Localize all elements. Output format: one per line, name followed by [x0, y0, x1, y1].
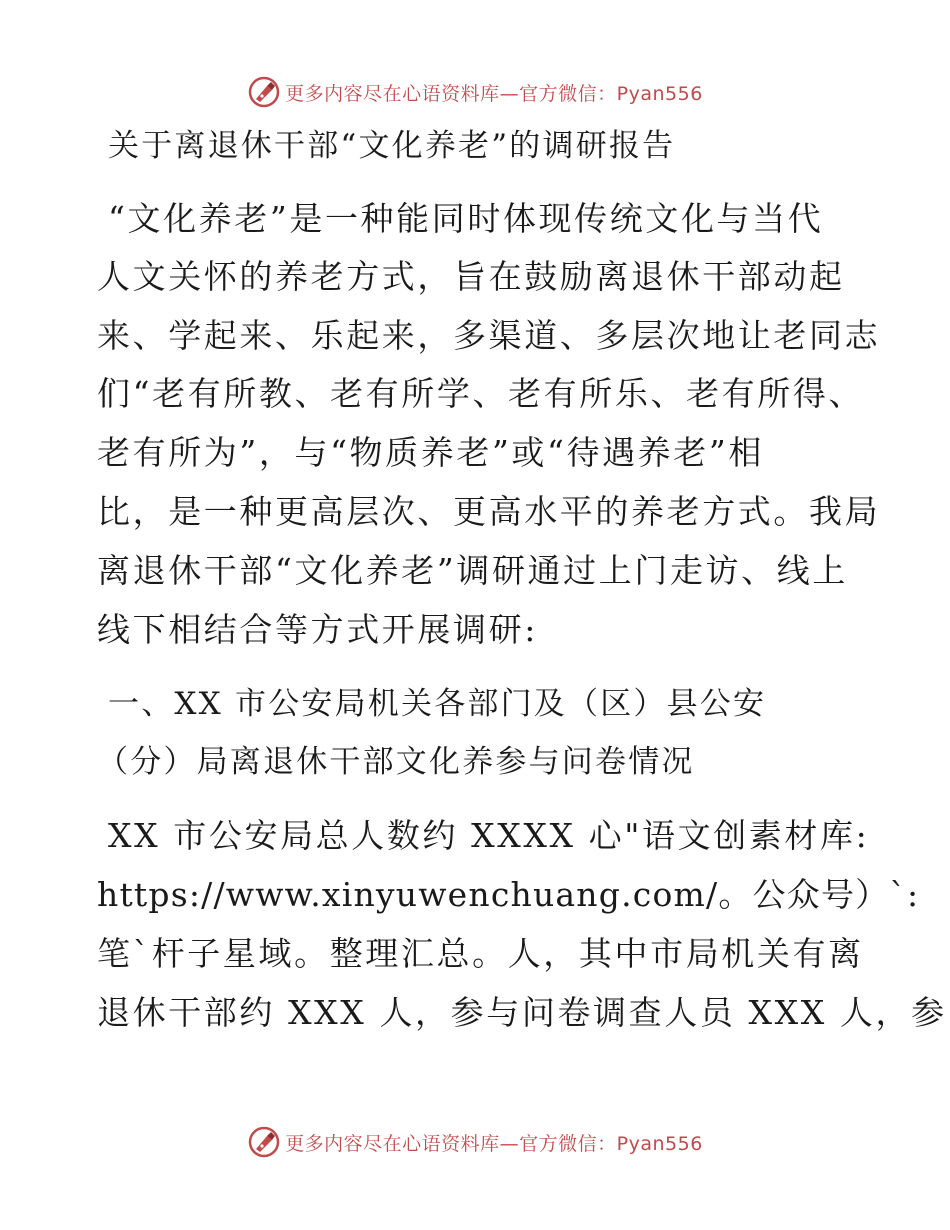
pen-nib-circle-icon — [247, 75, 281, 109]
intro-line-2: 人文关怀的养老方式，旨在鼓励离退休干部动起 — [97, 257, 845, 296]
watermark-wechat-id: Pyan556 — [616, 1132, 703, 1155]
document-title: 关于离退休干部“文化养老”的调研报告 — [108, 128, 676, 164]
intro-line-5: 老有所为”，与“物质养老”或“待遇养老”相 — [97, 433, 764, 472]
watermark-banner-top — [0, 72, 950, 112]
section1-line-2: https://www.xinyuwenchuang.com/。公众号）`: — [97, 875, 920, 914]
section1-line-3: 笔`杆子星域。整理汇总。人，其中市局机关有离 — [97, 934, 864, 973]
watermark-banner-bottom — [0, 1122, 950, 1162]
intro-line-4: 们“老有所教、老有所学、老有所乐、老有所得、 — [97, 374, 865, 413]
watermark-wechat-id: Pyan556 — [616, 82, 703, 105]
watermark-text: 更多内容尽在心语资料库—官方微信： — [285, 1132, 617, 1155]
pen-nib-circle-icon — [247, 1125, 281, 1159]
section1-line-1: XX 市公安局总人数约 XXXX 心"语文创素材库: — [108, 816, 870, 855]
intro-line-8: 线下相结合等方式开展调研: — [97, 610, 538, 649]
watermark-text: 更多内容尽在心语资料库—官方微信： — [285, 82, 617, 105]
intro-line-7: 离退休干部“文化养老”调研通过上门走访、线上 — [97, 551, 848, 590]
section1-line-4: 退休干部约 XXX 人，参与问卷调查人员 XXX 人，参 — [97, 993, 947, 1032]
section1-heading-line-2: （分）局离退休干部文化养参与问卷情况 — [97, 744, 695, 780]
intro-line-6: 比，是一种更高层次、更高水平的养老方式。我局 — [97, 492, 881, 531]
intro-line-1: “文化养老”是一种能同时体现传统文化与当代 — [108, 199, 824, 238]
intro-line-3: 来、学起来、乐起来，多渠道、多层次地让老同志 — [97, 316, 881, 355]
section1-heading-line-1: 一、XX 市公安局机关各部门及（区）县公安 — [108, 686, 767, 722]
